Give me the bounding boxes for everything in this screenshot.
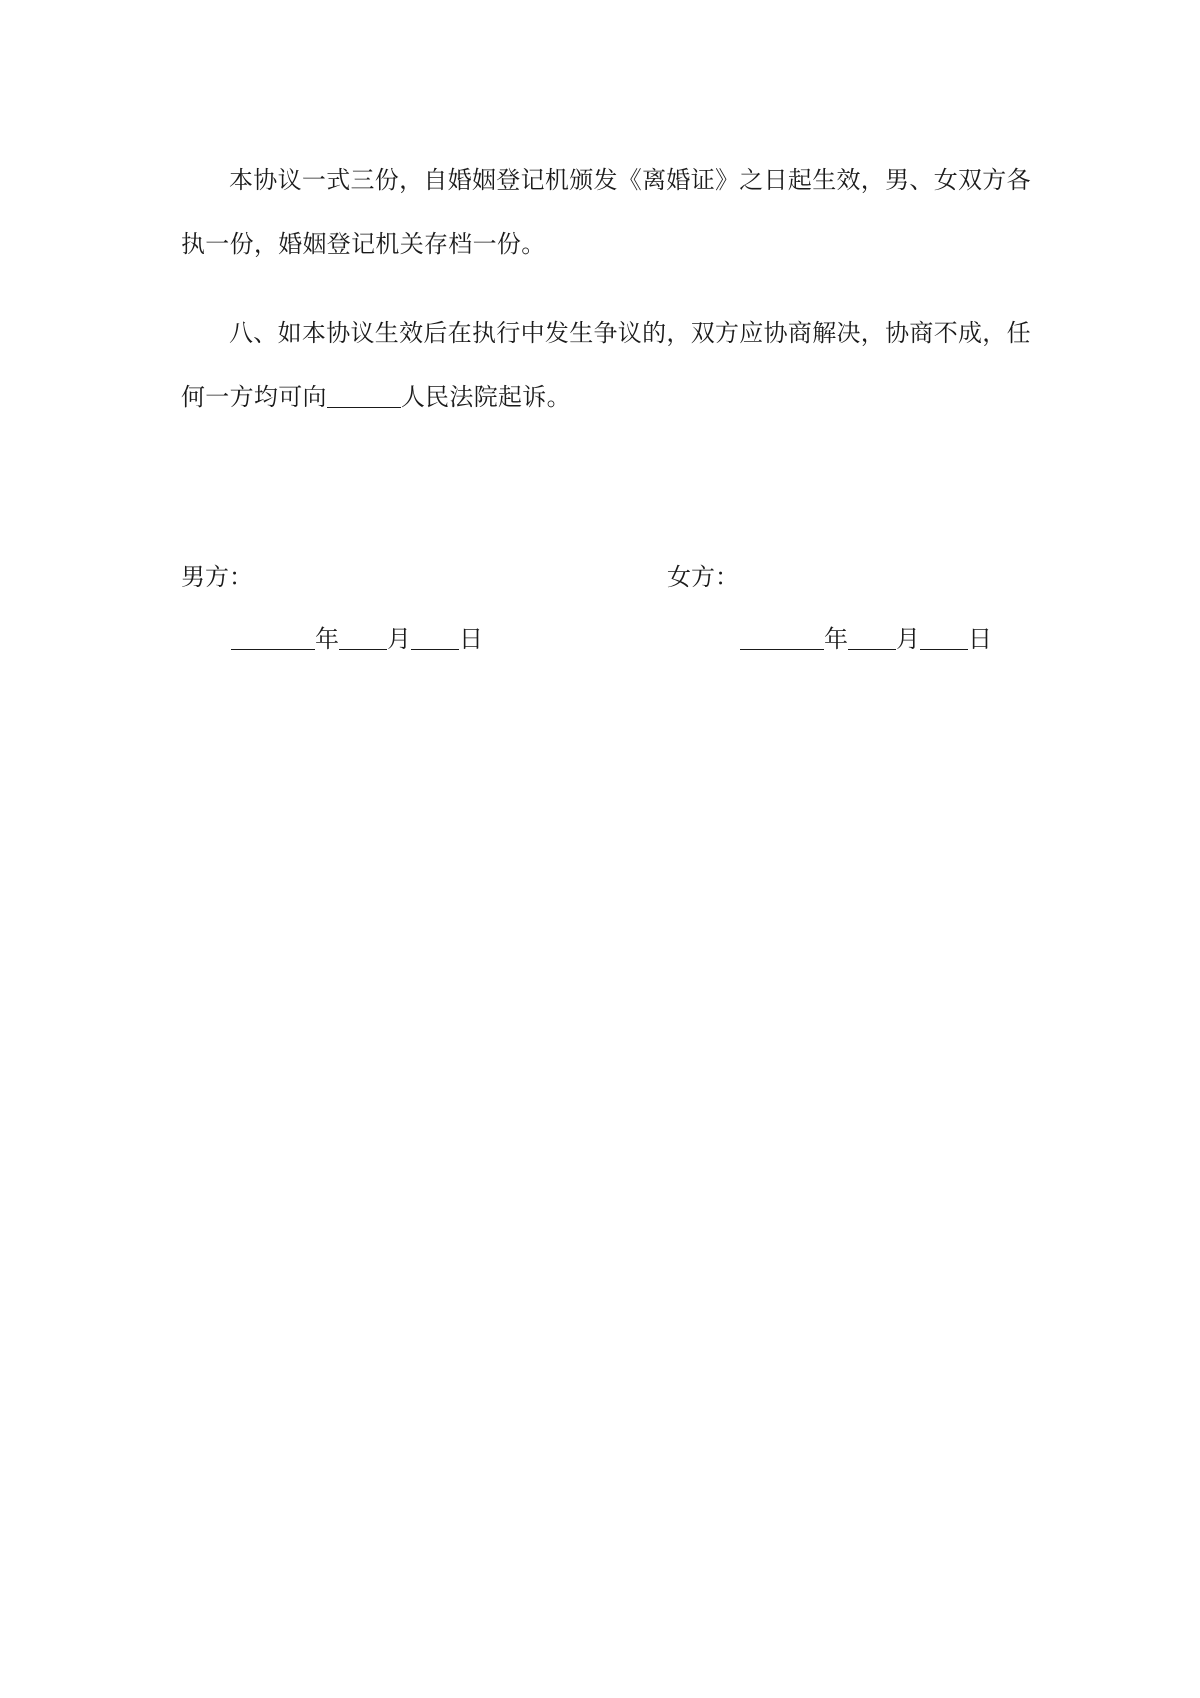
male-month-unit: 月 — [387, 625, 411, 653]
female-party-label: 女方： — [667, 563, 739, 591]
court-name-blank — [327, 383, 401, 408]
female-year-blank — [740, 625, 824, 650]
female-year-unit: 年 — [824, 625, 848, 653]
female-day-unit: 日 — [968, 625, 992, 653]
male-date-line — [231, 623, 483, 655]
female-day-blank — [920, 625, 968, 650]
female-month-unit: 月 — [896, 625, 920, 653]
male-party-label: 男方： — [181, 563, 253, 591]
male-day-unit: 日 — [459, 625, 483, 653]
dispute-text-before: 八、如本协议生效后在执行中发生争议的，双方应协商解决，协商不成，任何一方均可向 — [181, 319, 1031, 411]
dispute-text-after: 人民法院起诉。 — [400, 383, 571, 411]
male-year-blank — [231, 625, 315, 650]
paragraph-dispute-resolution — [181, 301, 1031, 429]
paragraph-effective-copies: 本协议一式三份，自婚姻登记机颁发《离婚证》之日起生效，男、女双方各执一份，婚姻登记机关存档一份。 — [181, 166, 1031, 258]
male-month-blank — [339, 625, 387, 650]
male-day-blank — [411, 625, 459, 650]
male-year-unit: 年 — [315, 625, 339, 653]
female-date-line — [740, 623, 992, 655]
female-month-blank — [848, 625, 896, 650]
